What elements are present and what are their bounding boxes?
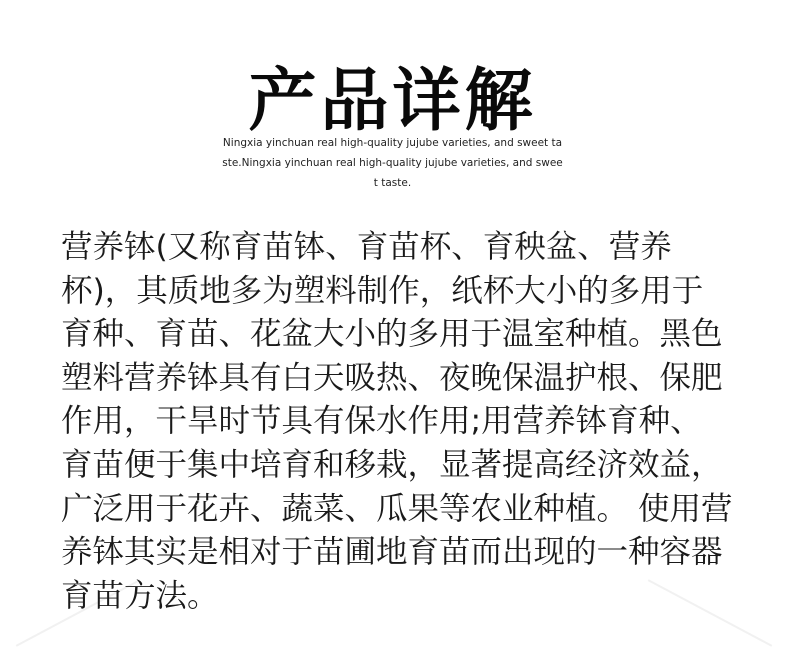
page-title: 产品详解 bbox=[248, 61, 537, 141]
page-subtitle: Ningxia yinchuan real high-quality jujube varieties, and sweet taste.Ningxia yinchuan real high-quality jujube varieties, and sweet taste. bbox=[222, 137, 563, 189]
product-description: 营养钵(又称育苗钵、育苗杯、育秧盆、营养杯)，其质地多为塑料制作，纸杯大小的多用于育种、育苗、花盆大小的多用于温室种植。黑色塑料营养钵具有白天吸热、夜晚保温护根、保肥作用，干旱时节具有保水作用;用营养钵育种、育苗便于集中培育和移栽，显著提高经济效益，广泛用于花卉、蔬菜、瓜果等农业种植。 使用营养钵其实是相对于苗圃地育苗而出现的一种容器育苗方法。 bbox=[61, 229, 733, 614]
